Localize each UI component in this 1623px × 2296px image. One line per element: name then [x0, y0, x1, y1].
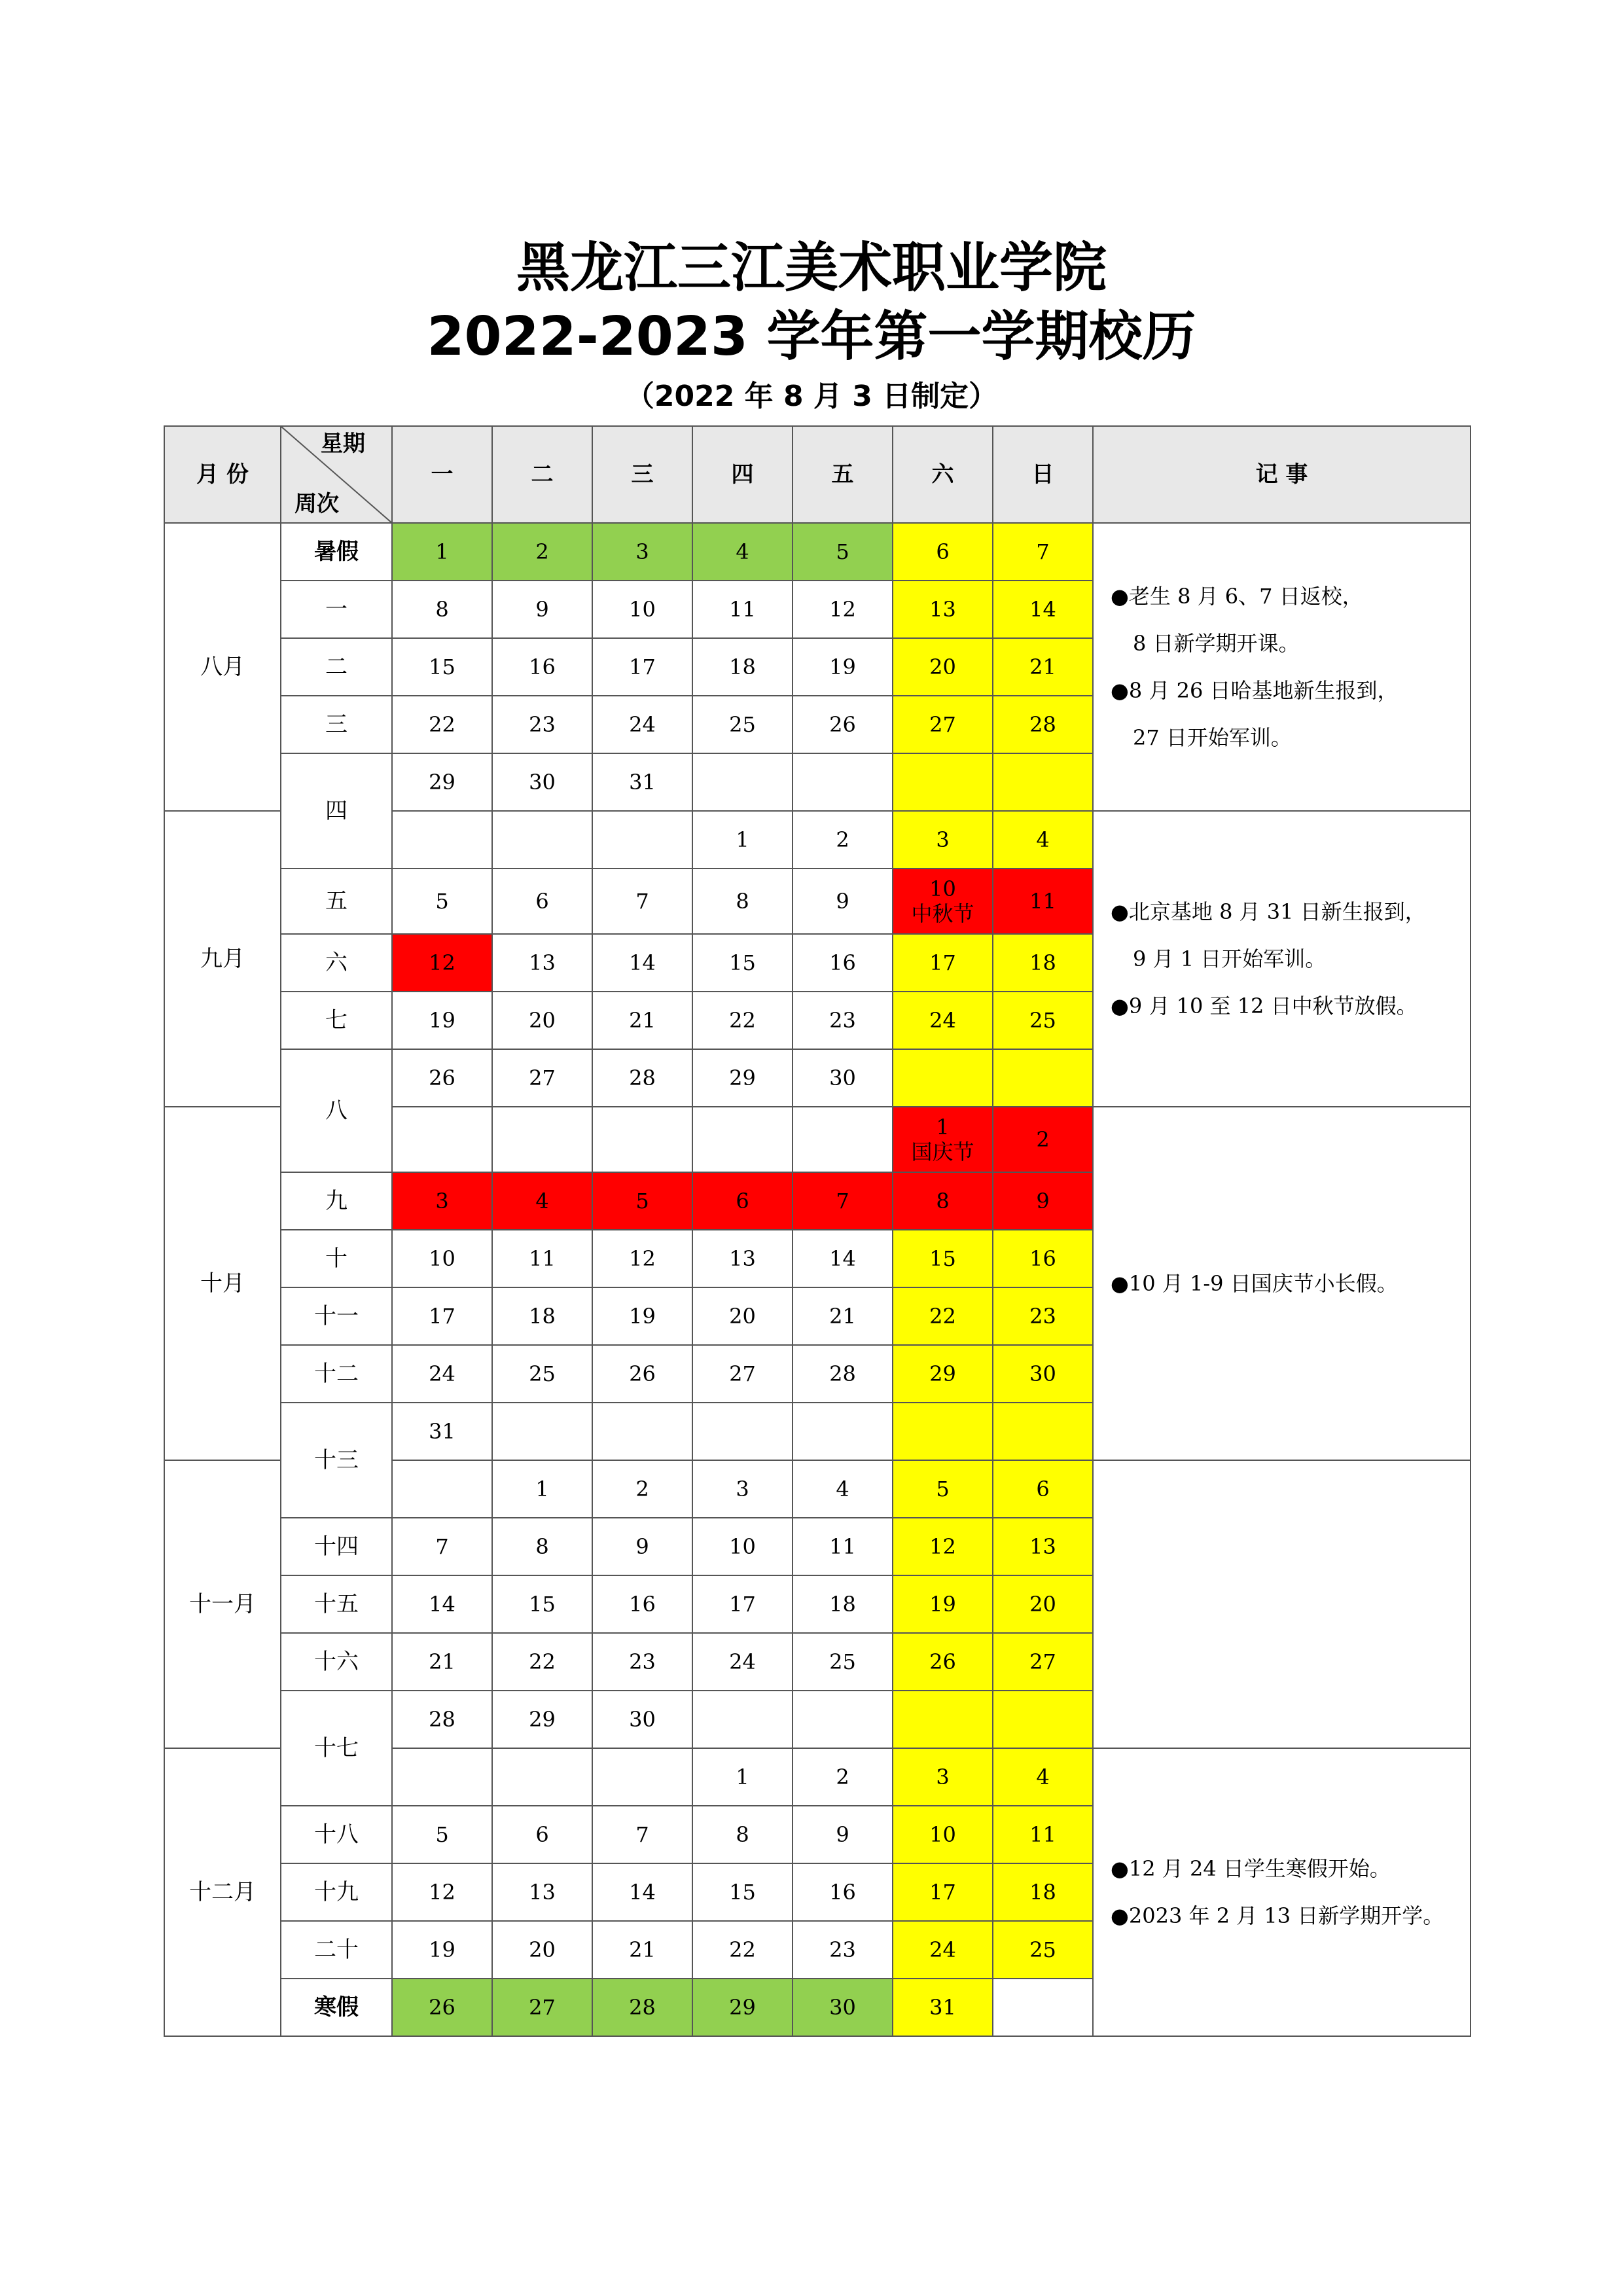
day-cell-mon: 29 — [392, 753, 492, 811]
day-cell-mon — [392, 811, 492, 869]
day-cell-thu: 6 — [692, 1172, 793, 1230]
day-cell-thu: 29 — [692, 1979, 793, 2036]
day-cell-sun: 28 — [993, 696, 1093, 753]
notes-cell-aug — [1093, 523, 1471, 811]
note-line: ●北京基地 8 月 31 日新生报到， — [1111, 899, 1426, 924]
header-day-tue: 二 — [492, 426, 592, 523]
day-cell-mon: 17 — [392, 1287, 492, 1345]
day-cell-sat: 17 — [893, 1863, 993, 1921]
note-line: ●9 月 10 至 12 日中秋节放假。 — [1111, 994, 1418, 1018]
day-cell-wed: 12 — [592, 1230, 692, 1287]
day-cell-sat: 24 — [893, 992, 993, 1049]
week-number-cell: 十六 — [281, 1633, 392, 1691]
day-cell-sun: 6 — [993, 1460, 1093, 1518]
day-cell-mon: 10 — [392, 1230, 492, 1287]
week-number-cell: 十八 — [281, 1806, 392, 1863]
day-cell-sat: 13 — [893, 581, 993, 638]
week-number-cell: 十五 — [281, 1575, 392, 1633]
day-cell-sat: 15 — [893, 1230, 993, 1287]
day-cell-thu — [692, 1107, 793, 1172]
day-cell-tue: 6 — [492, 1806, 592, 1863]
day-cell-wed: 10 — [592, 581, 692, 638]
day-cell-tue: 4 — [492, 1172, 592, 1230]
day-cell-mon: 1 — [392, 523, 492, 581]
day-cell-sat: 3 — [893, 811, 993, 869]
day-cell-tue: 9 — [492, 581, 592, 638]
day-cell-fri: 23 — [793, 992, 893, 1049]
day-cell-wed: 16 — [592, 1575, 692, 1633]
day-cell-mon: 24 — [392, 1345, 492, 1403]
day-cell-sun: 13 — [993, 1518, 1093, 1575]
week-number-cell: 三 — [281, 696, 392, 753]
day-cell-wed — [592, 1107, 692, 1172]
day-cell-fri: 21 — [793, 1287, 893, 1345]
day-cell-fri: 16 — [793, 934, 893, 992]
school-name: 黑龙江三江美术职业学院 — [516, 237, 1107, 299]
header-row — [164, 426, 1471, 523]
day-cell-sun: 30 — [993, 1345, 1093, 1403]
week-number-cell: 十一 — [281, 1287, 392, 1345]
day-cell-sat: 10 — [893, 1806, 993, 1863]
week-number-cell: 十三 — [281, 1403, 392, 1518]
week-number-cell: 六 — [281, 934, 392, 992]
day-cell-mon: 22 — [392, 696, 492, 753]
day-cell-wed — [592, 1403, 692, 1460]
day-cell-sun: 4 — [993, 1748, 1093, 1806]
note-line: ●8 月 26 日哈基地新生报到， — [1111, 678, 1399, 703]
day-cell-tue: 15 — [492, 1575, 592, 1633]
day-cell-tue: 13 — [492, 934, 592, 992]
day-cell-sat — [893, 1049, 993, 1107]
day-cell-tue — [492, 811, 592, 869]
day-cell-sat — [893, 753, 993, 811]
day-cell-fri: 12 — [793, 581, 893, 638]
day-cell-mon: 12 — [392, 1863, 492, 1921]
day-cell-sun: 2 — [993, 1107, 1093, 1172]
day-cell-wed: 26 — [592, 1345, 692, 1403]
day-cell-sat: 8 — [893, 1172, 993, 1230]
header-week-weekday — [281, 426, 392, 523]
day-cell-sun: 18 — [993, 934, 1093, 992]
day-cell-mon: 21 — [392, 1633, 492, 1691]
day-cell-sun: 11 — [993, 1806, 1093, 1863]
week-number-cell: 四 — [281, 753, 392, 869]
week-number-cell: 二十 — [281, 1921, 392, 1979]
day-cell-mon: 28 — [392, 1691, 492, 1748]
day-cell-thu: 22 — [692, 1921, 793, 1979]
note-line: 9 月 1 日开始军训。 — [1133, 946, 1327, 971]
day-cell-sat — [893, 1403, 993, 1460]
day-cell-sat: 27 — [893, 696, 993, 753]
day-cell-wed — [592, 1748, 692, 1806]
day-cell-wed: 14 — [592, 934, 692, 992]
header-day-sat: 六 — [893, 426, 993, 523]
day-cell-fri: 7 — [793, 1172, 893, 1230]
note-line: 8 日新学期开课。 — [1133, 631, 1300, 656]
week-number-cell: 五 — [281, 869, 392, 934]
day-cell-fri: 11 — [793, 1518, 893, 1575]
day-cell-fri: 2 — [793, 1748, 893, 1806]
day-cell-fri — [793, 1403, 893, 1460]
week-number-cell: 十七 — [281, 1691, 392, 1806]
holiday-label: 中秋节 — [911, 901, 974, 926]
day-cell-sun: 16 — [993, 1230, 1093, 1287]
notes-cell-sep — [1093, 811, 1471, 1107]
day-cell-wed: 28 — [592, 1049, 692, 1107]
day-cell-sat — [893, 869, 993, 934]
day-cell-fri: 30 — [793, 1979, 893, 2036]
day-cell-sat: 3 — [893, 1748, 993, 1806]
calendar-title: 2022-2023 学年第一学期校历 — [427, 306, 1196, 368]
day-cell-wed: 24 — [592, 696, 692, 753]
day-cell-thu — [692, 753, 793, 811]
day-cell-tue: 23 — [492, 696, 592, 753]
day-cell-thu: 20 — [692, 1287, 793, 1345]
day-cell-sun: 9 — [993, 1172, 1093, 1230]
day-cell-wed: 2 — [592, 1460, 692, 1518]
day-cell-mon: 26 — [392, 1049, 492, 1107]
day-cell-mon — [392, 1460, 492, 1518]
day-cell-thu: 15 — [692, 1863, 793, 1921]
day-cell-tue: 16 — [492, 638, 592, 696]
day-cell-wed: 23 — [592, 1633, 692, 1691]
day-cell-thu — [692, 1691, 793, 1748]
day-cell-thu: 11 — [692, 581, 793, 638]
day-cell-fri: 23 — [793, 1921, 893, 1979]
day-cell-mon: 5 — [392, 869, 492, 934]
day-cell-tue: 29 — [492, 1691, 592, 1748]
day-cell-thu: 15 — [692, 934, 793, 992]
day-cell-fri: 30 — [793, 1049, 893, 1107]
day-cell-sun: 11 — [993, 869, 1093, 934]
day-number: 1 — [936, 1115, 950, 1139]
day-cell-tue: 25 — [492, 1345, 592, 1403]
day-cell-mon: 14 — [392, 1575, 492, 1633]
day-cell-mon: 12 — [392, 934, 492, 992]
school-calendar-table — [164, 425, 1471, 2037]
day-cell-sun: 7 — [993, 523, 1093, 581]
day-cell-wed: 30 — [592, 1691, 692, 1748]
day-cell-mon: 15 — [392, 638, 492, 696]
week-number-cell: 十二 — [281, 1345, 392, 1403]
week-number-cell: 七 — [281, 992, 392, 1049]
day-cell-sat — [893, 1107, 993, 1172]
day-cell-sun — [993, 753, 1093, 811]
day-cell-wed: 7 — [592, 1806, 692, 1863]
day-cell-wed: 14 — [592, 1863, 692, 1921]
day-cell-mon: 3 — [392, 1172, 492, 1230]
day-cell-sun: 27 — [993, 1633, 1093, 1691]
day-cell-fri: 5 — [793, 523, 893, 581]
day-cell-fri: 28 — [793, 1345, 893, 1403]
day-cell-fri — [793, 753, 893, 811]
day-cell-wed: 5 — [592, 1172, 692, 1230]
day-cell-thu: 1 — [692, 811, 793, 869]
day-cell-thu: 27 — [692, 1345, 793, 1403]
day-cell-tue: 6 — [492, 869, 592, 934]
day-cell-thu: 10 — [692, 1518, 793, 1575]
day-cell-thu: 13 — [692, 1230, 793, 1287]
day-cell-thu: 3 — [692, 1460, 793, 1518]
calendar-row — [164, 523, 1471, 581]
day-cell-wed: 21 — [592, 1921, 692, 1979]
day-cell-sat: 24 — [893, 1921, 993, 1979]
day-cell-tue: 27 — [492, 1979, 592, 2036]
day-cell-sat: 26 — [893, 1633, 993, 1691]
day-cell-sat: 31 — [893, 1979, 993, 2036]
day-cell-sun: 21 — [993, 638, 1093, 696]
day-cell-tue: 20 — [492, 1921, 592, 1979]
day-cell-thu: 17 — [692, 1575, 793, 1633]
day-cell-tue — [492, 1748, 592, 1806]
day-cell-thu: 1 — [692, 1748, 793, 1806]
day-cell-wed: 9 — [592, 1518, 692, 1575]
day-cell-mon: 7 — [392, 1518, 492, 1575]
day-cell-tue — [492, 1107, 592, 1172]
day-cell-thu: 22 — [692, 992, 793, 1049]
day-number: 10 — [929, 876, 956, 901]
header-day-thu: 四 — [692, 426, 793, 523]
notes-cell-dec — [1093, 1748, 1471, 2036]
note-line: ●老生 8 月 6、7 日返校， — [1111, 584, 1363, 609]
day-cell-wed: 7 — [592, 869, 692, 934]
day-cell-tue: 30 — [492, 753, 592, 811]
month-cell: 八月 — [164, 523, 281, 811]
day-cell-mon: 31 — [392, 1403, 492, 1460]
day-cell-fri: 26 — [793, 696, 893, 753]
day-cell-thu: 18 — [692, 638, 793, 696]
day-cell-sat: 22 — [893, 1287, 993, 1345]
week-number-cell: 十九 — [281, 1863, 392, 1921]
header-day-wed: 三 — [592, 426, 692, 523]
day-cell-mon: 5 — [392, 1806, 492, 1863]
day-cell-sat: 12 — [893, 1518, 993, 1575]
day-cell-thu: 29 — [692, 1049, 793, 1107]
day-cell-fri: 19 — [793, 638, 893, 696]
day-cell-sun — [993, 1691, 1093, 1748]
day-cell-tue — [492, 1403, 592, 1460]
day-cell-sun: 14 — [993, 581, 1093, 638]
day-cell-sun: 23 — [993, 1287, 1093, 1345]
day-cell-wed: 21 — [592, 992, 692, 1049]
day-cell-sun: 20 — [993, 1575, 1093, 1633]
day-cell-fri: 9 — [793, 869, 893, 934]
day-cell-wed: 19 — [592, 1287, 692, 1345]
week-number-cell: 九 — [281, 1172, 392, 1230]
notes-cell-nov — [1093, 1460, 1471, 1748]
day-cell-fri: 16 — [793, 1863, 893, 1921]
header-month: 月 份 — [164, 426, 281, 523]
day-cell-mon: 19 — [392, 992, 492, 1049]
notes-cell-oct — [1093, 1107, 1471, 1460]
day-cell-fri: 4 — [793, 1460, 893, 1518]
month-cell: 九月 — [164, 811, 281, 1107]
day-cell-mon — [392, 1748, 492, 1806]
note-line: ●12 月 24 日学生寒假开始。 — [1111, 1856, 1391, 1881]
day-cell-thu: 8 — [692, 1806, 793, 1863]
day-cell-tue: 8 — [492, 1518, 592, 1575]
day-cell-sun — [993, 1049, 1093, 1107]
day-cell-fri — [793, 1107, 893, 1172]
day-cell-tue: 18 — [492, 1287, 592, 1345]
day-cell-fri — [793, 1691, 893, 1748]
week-number-cell: 八 — [281, 1049, 392, 1172]
header-weeknum-label: 周次 — [294, 491, 339, 517]
day-cell-sat: 19 — [893, 1575, 993, 1633]
day-cell-wed: 17 — [592, 638, 692, 696]
day-cell-sat: 6 — [893, 523, 993, 581]
day-cell-wed: 3 — [592, 523, 692, 581]
month-cell: 十一月 — [164, 1460, 281, 1748]
day-cell-sun — [993, 1979, 1093, 2036]
week-number-cell: 十四 — [281, 1518, 392, 1575]
month-cell: 十月 — [164, 1107, 281, 1460]
day-cell-tue: 2 — [492, 523, 592, 581]
day-cell-tue: 13 — [492, 1863, 592, 1921]
week-number-cell: 一 — [281, 581, 392, 638]
header-day-mon: 一 — [392, 426, 492, 523]
note-line: ●10 月 1-9 日国庆节小长假。 — [1111, 1271, 1398, 1296]
day-cell-tue: 1 — [492, 1460, 592, 1518]
week-number-cell: 十 — [281, 1230, 392, 1287]
day-cell-mon — [392, 1107, 492, 1172]
day-cell-sat: 5 — [893, 1460, 993, 1518]
header-notes: 记 事 — [1093, 426, 1471, 523]
day-cell-fri: 2 — [793, 811, 893, 869]
day-cell-wed: 31 — [592, 753, 692, 811]
day-cell-sun: 25 — [993, 1921, 1093, 1979]
day-cell-fri: 25 — [793, 1633, 893, 1691]
day-cell-thu — [692, 1403, 793, 1460]
month-cell: 十二月 — [164, 1748, 281, 2036]
day-cell-fri: 14 — [793, 1230, 893, 1287]
day-cell-thu: 24 — [692, 1633, 793, 1691]
day-cell-sat: 17 — [893, 934, 993, 992]
day-cell-fri: 18 — [793, 1575, 893, 1633]
day-cell-tue: 22 — [492, 1633, 592, 1691]
day-cell-sun — [993, 1403, 1093, 1460]
day-cell-sun: 25 — [993, 992, 1093, 1049]
week-number-cell: 寒假 — [281, 1979, 392, 2036]
day-cell-thu: 8 — [692, 869, 793, 934]
day-cell-wed: 28 — [592, 1979, 692, 2036]
note-line: 27 日开始军训。 — [1133, 725, 1292, 750]
header-day-sun: 日 — [993, 426, 1093, 523]
holiday-label: 国庆节 — [911, 1139, 974, 1164]
week-number-cell: 二 — [281, 638, 392, 696]
day-cell-thu: 4 — [692, 523, 793, 581]
day-cell-mon: 26 — [392, 1979, 492, 2036]
day-cell-sat — [893, 1691, 993, 1748]
day-cell-sun: 4 — [993, 811, 1093, 869]
calendar-subtitle: （2022 年 8 月 3 日制定） — [625, 380, 998, 413]
day-cell-thu: 25 — [692, 696, 793, 753]
day-cell-mon: 8 — [392, 581, 492, 638]
day-cell-sat: 20 — [893, 638, 993, 696]
note-line: ●2023 年 2 月 13 日新学期开学。 — [1111, 1903, 1444, 1928]
header-day-fri: 五 — [793, 426, 893, 523]
day-cell-tue: 11 — [492, 1230, 592, 1287]
day-cell-wed — [592, 811, 692, 869]
day-cell-tue: 20 — [492, 992, 592, 1049]
day-cell-tue: 27 — [492, 1049, 592, 1107]
week-number-cell: 暑假 — [281, 523, 392, 581]
day-cell-sun: 18 — [993, 1863, 1093, 1921]
day-cell-sat: 29 — [893, 1345, 993, 1403]
header-weekday-label: 星期 — [321, 431, 365, 457]
day-cell-fri: 9 — [793, 1806, 893, 1863]
day-cell-mon: 19 — [392, 1921, 492, 1979]
